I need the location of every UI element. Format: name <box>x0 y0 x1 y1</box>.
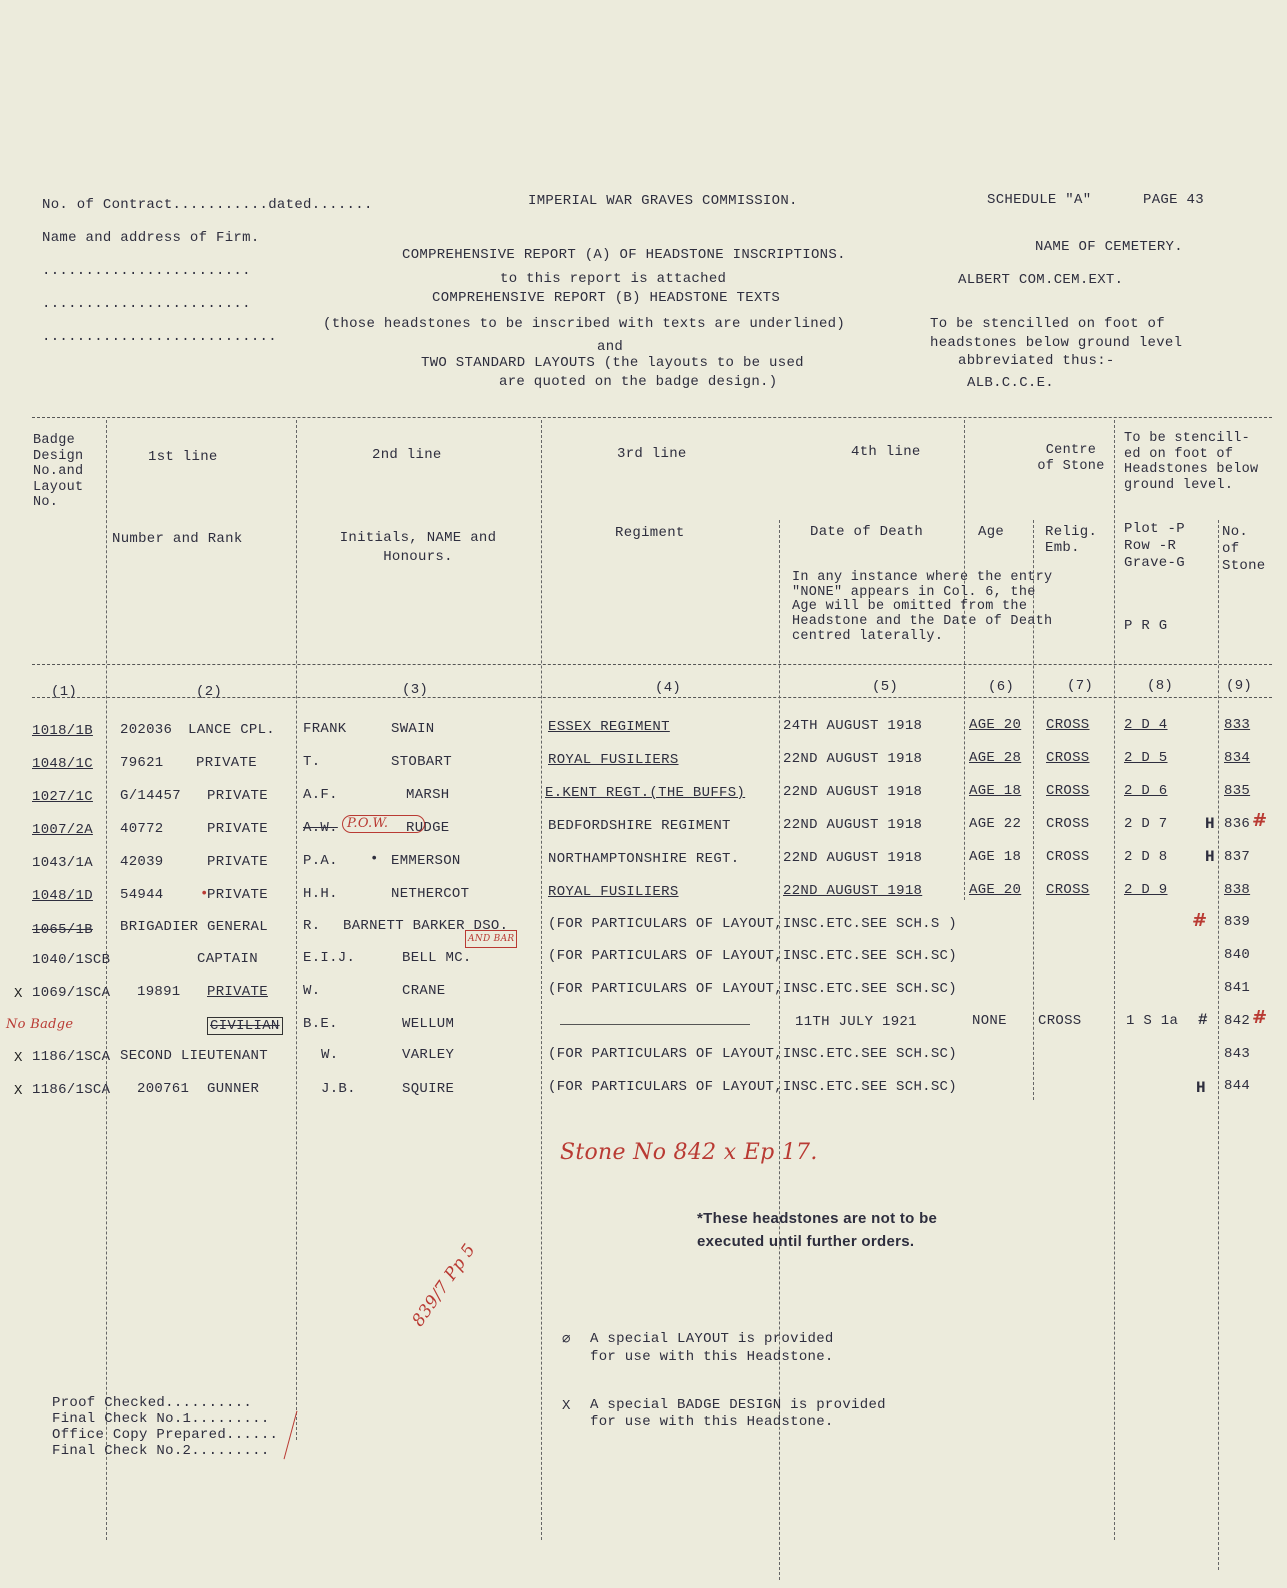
row9-number: 19891 <box>137 984 181 1000</box>
row10-blank-line <box>560 1024 750 1025</box>
row2-badge: 1048/1C <box>32 756 93 772</box>
row12-badge: 1186/1SCA <box>32 1082 111 1098</box>
no-of-stone-heading: No. of Stone <box>1222 524 1266 574</box>
col-third-heading: 3rd line <box>617 446 687 462</box>
layouts-line-1: TWO STANDARD LAYOUTS (the layouts to be used <box>421 355 804 371</box>
row10-stone: 842 <box>1224 1013 1251 1029</box>
col-rule-7 <box>1114 420 1115 1540</box>
row5-date: 22ND AUGUST 1918 <box>783 850 923 866</box>
row10-date: 11TH JULY 1921 <box>795 1014 917 1030</box>
final-check-1: Final Check No.1......... <box>52 1411 270 1427</box>
firm-dots-3: ........................... <box>42 329 277 345</box>
no-badge-annotation: No Badge <box>6 1017 74 1032</box>
stencil-line-1: To be stencilled on foot of <box>930 316 1165 332</box>
date-of-death-heading: Date of Death <box>810 524 924 540</box>
row3-badge: 1027/1C <box>32 789 93 805</box>
firm-dots-2: ........................ <box>42 296 251 312</box>
row2-rank: PRIVATE <box>196 755 257 771</box>
badge-note-1: A special BADGE DESIGN is provided <box>590 1397 886 1413</box>
row3-regiment: E.KENT REGT.(THE BUFFS) <box>545 785 746 801</box>
pow-annotation: P.O.W. <box>342 815 425 833</box>
col-fourth-heading: 4th line <box>851 444 921 460</box>
layout-note-1: A special LAYOUT is provided <box>590 1331 834 1347</box>
dot-row5: • <box>370 851 379 867</box>
row2-plot: 2 D 5 <box>1124 750 1168 766</box>
row8-initials: E.I.J. <box>303 950 356 966</box>
row3-date: 22ND AUGUST 1918 <box>783 784 923 800</box>
row6-regiment: ROYAL FUSILIERS <box>548 884 679 900</box>
report-attached: to this report is attached <box>500 271 727 287</box>
row9-stone: 841 <box>1224 980 1251 996</box>
row3-initials: A.F. <box>303 787 338 803</box>
row2-number: 79621 <box>120 755 164 771</box>
row11-badge: 1186/1SCA <box>32 1049 111 1065</box>
row11-stone: 843 <box>1224 1046 1251 1062</box>
row4-plot: 2 D 7 <box>1124 816 1168 832</box>
row1-rank: LANCE CPL. <box>188 722 276 738</box>
row9-regiment: (FOR PARTICULARS OF LAYOUT,INSC.ETC.SEE SCH.SC) <box>548 981 957 997</box>
hash-mark-842-ink: # <box>1198 1011 1208 1029</box>
row5-rank: PRIVATE <box>207 854 268 870</box>
row4-date: 22ND AUGUST 1918 <box>783 817 923 833</box>
col-second-heading: 2nd line <box>372 447 442 463</box>
layout-symbol: ∅ <box>562 1332 571 1348</box>
row5-plot: 2 D 8 <box>1124 849 1168 865</box>
cemetery-label: NAME OF CEMETERY. <box>1035 239 1183 255</box>
row6-name: NETHERCOT <box>391 886 470 902</box>
row8-badge: 1040/1SCB <box>32 952 111 968</box>
initials-name-heading: Initials, NAME and Honours. <box>339 530 497 565</box>
row6-rank: PRIVATE <box>207 887 268 903</box>
row2-stone: 834 <box>1224 750 1251 766</box>
row7-stone: 839 <box>1224 914 1251 930</box>
special-badge-mark-3: X <box>14 1083 23 1099</box>
row4-number: 40772 <box>120 821 164 837</box>
row6-relig: CROSS <box>1046 882 1090 898</box>
row5-initials: P.A. <box>303 853 338 869</box>
row7-badge: 1065/1B <box>32 922 93 938</box>
plot-heading: Plot -P Row -R Grave-G <box>1124 521 1185 571</box>
row3-age: AGE 18 <box>969 783 1022 799</box>
row3-relig: CROSS <box>1046 783 1090 799</box>
row3-rank: PRIVATE <box>207 788 268 804</box>
col-rule-1 <box>106 420 107 1540</box>
row12-stone: 844 <box>1224 1078 1251 1094</box>
firm-label: Name and address of Firm. <box>42 230 260 246</box>
row10-plot: 1 S 1a <box>1126 1013 1179 1029</box>
age-heading: Age <box>978 524 1005 540</box>
row11-initials: W. <box>321 1047 339 1063</box>
row10-rank: CIVILIAN <box>207 1017 283 1035</box>
row5-regiment: NORTHAMPTONSHIRE REGT. <box>548 851 740 867</box>
row9-name: CRANE <box>402 983 446 999</box>
h-mark-836: H <box>1205 815 1215 833</box>
row12-name: SQUIRE <box>402 1081 455 1097</box>
row1-regiment: ESSEX REGIMENT <box>548 719 670 735</box>
row6-number: 54944 <box>120 887 164 903</box>
row6-plot: 2 D 9 <box>1124 882 1168 898</box>
row2-date: 22ND AUGUST 1918 <box>783 751 923 767</box>
row1-plot: 2 D 4 <box>1124 717 1168 733</box>
page-number: PAGE 43 <box>1143 192 1204 208</box>
asterisk-note: *These headstones are not to be executed until further orders. <box>697 1210 938 1250</box>
row4-rank: PRIVATE <box>207 821 268 837</box>
col-rule-3 <box>541 420 542 1540</box>
contract-line: No. of Contract...........dated....... <box>42 197 373 213</box>
row4-regiment: BEDFORDSHIRE REGIMENT <box>548 818 731 834</box>
commission-title: IMPERIAL WAR GRAVES COMMISSION. <box>528 193 798 209</box>
report-b-title: COMPREHENSIVE REPORT (B) HEADSTONE TEXTS <box>432 290 781 306</box>
row5-relig: CROSS <box>1046 849 1090 865</box>
row7-rank: BRIGADIER GENERAL <box>120 919 268 935</box>
row1-number: 202036 <box>120 722 173 738</box>
row3-stone: 835 <box>1224 783 1251 799</box>
row6-stone: 838 <box>1224 882 1251 898</box>
row8-rank: CAPTAIN <box>197 951 258 967</box>
row1-stone: 833 <box>1224 717 1251 733</box>
col-foot-heading: To be stencill- ed on foot of Headstones below ground level. <box>1124 431 1259 493</box>
col-rule-2 <box>296 420 297 1440</box>
row9-rank: PRIVATE <box>207 984 268 1000</box>
row2-relig: CROSS <box>1046 750 1090 766</box>
col-badge-heading: Badge Design No.and Layout No. <box>33 433 84 510</box>
row12-rank: GUNNER <box>207 1081 260 1097</box>
row12-number: 200761 <box>137 1081 190 1097</box>
row1-age: AGE 20 <box>969 717 1022 733</box>
row12-initials: J.B. <box>321 1081 356 1097</box>
prg-heading: P R G <box>1124 618 1168 634</box>
col-centre-heading: Centre of Stone <box>1037 443 1105 474</box>
row5-badge: 1043/1A <box>32 855 93 871</box>
col-num-8: (8) <box>1147 678 1174 694</box>
red-dot-row6: • <box>200 886 209 902</box>
row10-initials: B.E. <box>303 1016 338 1032</box>
row10-name: WELLUM <box>402 1016 455 1032</box>
row11-rank: SECOND LIEUTENANT <box>120 1048 268 1064</box>
row5-name: EMMERSON <box>391 853 461 869</box>
layout-note-2: for use with this Headstone. <box>590 1349 834 1365</box>
h-mark-837: H <box>1205 848 1215 866</box>
row11-regiment: (FOR PARTICULARS OF LAYOUT,INSC.ETC.SEE SCH.SC) <box>548 1046 957 1062</box>
table-top-rule <box>32 417 1272 418</box>
schedule-label: SCHEDULE "A" <box>987 192 1092 208</box>
row4-name: RUDGE <box>406 820 450 836</box>
row12-regiment: (FOR PARTICULARS OF LAYOUT,INSC.ETC.SEE SCH.SC) <box>548 1079 957 1095</box>
row4-relig: CROSS <box>1046 816 1090 832</box>
col-num-5: (5) <box>872 679 899 695</box>
row6-initials: H.H. <box>303 886 338 902</box>
stone-842-note: Stone No 842 x Ep 17. <box>560 1140 818 1165</box>
relig-heading: Relig. Emb. <box>1045 524 1098 556</box>
row6-badge: 1048/1D <box>32 888 93 904</box>
h-mark-844: H <box>1196 1079 1206 1097</box>
stencil-abbreviation: ALB.C.C.E. <box>967 375 1055 391</box>
row4-stone: 836 <box>1224 816 1251 832</box>
col-num-2: (2) <box>196 684 223 700</box>
and-bar-annotation: AND BAR <box>465 930 517 948</box>
row2-regiment: ROYAL FUSILIERS <box>548 752 679 768</box>
col-num-7: (7) <box>1067 678 1094 694</box>
row4-initials: A.W. <box>303 820 338 836</box>
proof-checked: Proof Checked.......... <box>52 1395 253 1411</box>
number-rank-heading: Number and Rank <box>112 531 243 547</box>
row7-regiment: (FOR PARTICULARS OF LAYOUT,INSC.ETC.SEE SCH.S ) <box>548 916 957 932</box>
col-rule-5 <box>964 420 965 900</box>
none-note: In any instance where the entry "NONE" appears in Col. 6, the Age will be omitted from the Headstone and the Date of Death centred laterally. <box>792 570 1053 644</box>
badge-note-2: for use with this Headstone. <box>590 1414 834 1430</box>
row9-initials: W. <box>303 983 321 999</box>
col-num-1: (1) <box>51 684 78 700</box>
row8-regiment: (FOR PARTICULARS OF LAYOUT,INSC.ETC.SEE SCH.SC) <box>548 948 957 964</box>
row2-name: STOBART <box>391 754 452 770</box>
row2-initials: T. <box>303 754 321 770</box>
cemetery-name: ALBERT COM.CEM.EXT. <box>958 272 1124 288</box>
regiment-heading: Regiment <box>615 525 685 541</box>
row11-name: VARLEY <box>402 1047 455 1063</box>
special-badge-mark: X <box>14 986 23 1002</box>
row5-number: 42039 <box>120 854 164 870</box>
row6-age: AGE 20 <box>969 882 1022 898</box>
col-num-3: (3) <box>402 682 429 698</box>
stencil-line-2: headstones below ground level <box>930 335 1183 351</box>
col-first-heading: 1st line <box>148 449 218 465</box>
hash-mark-842: # <box>1252 1007 1268 1028</box>
row2-age: AGE 28 <box>969 750 1022 766</box>
firm-dots-1: ........................ <box>42 263 251 279</box>
underlined-note: (those headstones to be inscribed with texts are underlined) <box>323 316 846 332</box>
row6-date: 22ND AUGUST 1918 <box>783 883 923 899</box>
row8-name: BELL MC. <box>402 950 472 966</box>
final-check-2: Final Check No.2......... <box>52 1443 270 1459</box>
office-copy: Office Copy Prepared...... <box>52 1427 279 1443</box>
col-num-6: (6) <box>988 679 1015 695</box>
row5-age: AGE 18 <box>969 849 1022 865</box>
row3-name: MARSH <box>406 787 450 803</box>
row7-name: BARNETT BARKER DSO. <box>343 918 509 934</box>
and-word: and <box>597 339 624 355</box>
hash-mark-839: # <box>1192 910 1208 931</box>
col-num-4: (4) <box>655 680 682 696</box>
layouts-line-2: are quoted on the badge design.) <box>499 374 778 390</box>
row4-age: AGE 22 <box>969 816 1022 832</box>
header-bottom-rule <box>32 664 1272 665</box>
special-badge-mark-2: X <box>14 1050 23 1066</box>
row10-relig: CROSS <box>1038 1013 1082 1029</box>
row8-stone: 840 <box>1224 947 1251 963</box>
row1-relig: CROSS <box>1046 717 1090 733</box>
row1-date: 24TH AUGUST 1918 <box>783 718 923 734</box>
report-a-title: COMPREHENSIVE REPORT (A) OF HEADSTONE INSCRIPTIONS. <box>402 247 846 263</box>
row3-plot: 2 D 6 <box>1124 783 1168 799</box>
row1-name: SWAIN <box>391 721 435 737</box>
row1-badge: 1018/1B <box>32 723 93 739</box>
side-note: 839/7 Pp 5 <box>408 1240 480 1331</box>
row5-stone: 837 <box>1224 849 1251 865</box>
stencil-line-3: abbreviated thus:- <box>958 353 1115 369</box>
row9-badge: 1069/1SCA <box>32 985 111 1001</box>
row4-badge: 1007/2A <box>32 822 93 838</box>
row10-age: NONE <box>972 1013 1007 1029</box>
badge-symbol: X <box>562 1398 571 1414</box>
row1-initials: FRANK <box>303 721 347 737</box>
hash-mark-836: # <box>1252 810 1268 831</box>
col-rule-8 <box>1218 520 1219 1570</box>
col-num-9: (9) <box>1226 678 1253 694</box>
row7-initials: R. <box>303 918 321 934</box>
row3-number: G/14457 <box>120 788 181 804</box>
